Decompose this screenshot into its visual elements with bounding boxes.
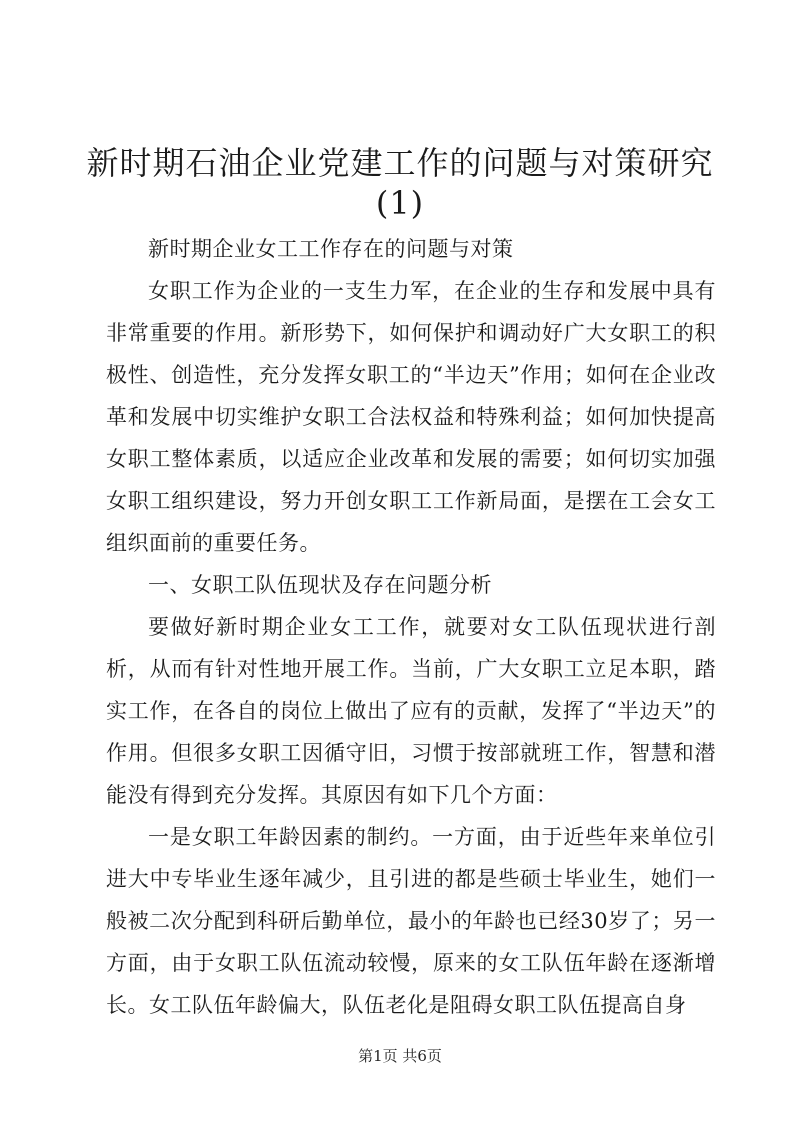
document-body [106,228,716,1026]
document-title-line1: 新时期石油企业党建工作的问题与对策研究 [86,144,714,182]
section-heading: 新时期企业女工工作存在的问题与对策 [148,237,514,261]
document-title-line2: (1) [375,184,425,222]
body-paragraph: 一是女职工年龄因素的制约。一方面，由于近些年来单位引进大中专毕业生逐年减少，且引进的都是些硕士毕业生，她们一般被二次分配到科研后勤单位，最小的年龄也已经30岁了；另一方面，由于女职工队伍流动较慢，原来的女工队伍年龄在逐渐增长。女工队伍年龄偏大，队伍老化是阻碍女职工队伍提高自身 [106,825,716,1017]
section-heading: 一、女职工队伍现状及存在问题分析 [148,573,492,597]
body-paragraph: 女职工作为企业的一支生力军，在企业的生存和发展中具有非常重要的作用。新形势下，如何保护和调动好广大女职工的积极性、创造性，充分发挥女职工的“半边天”作用；如何在企业改革和发展中切实维护女职工合法权益和特殊利益；如何加快提高女职工整体素质，以适应企业改革和发展的需要；如何切实加强女职工组织建设，努力开创女职工工作新局面，是摆在工会女工组织面前的重要任务。 [106,279,716,555]
body-paragraph: 要做好新时期企业女工工作，就要对女工队伍现状进行剖析，从而有针对性地开展工作。当前，广大女职工立足本职，踏实工作，在各自的岗位上做出了应有的贡献，发挥了“半边天”的作用。但很多女职工因循守旧，习惯于按部就班工作，智慧和潜能没有得到充分发挥。其原因有如下几个方面： [106,615,716,807]
page-footer: 第1页 共6页 [358,1047,442,1065]
